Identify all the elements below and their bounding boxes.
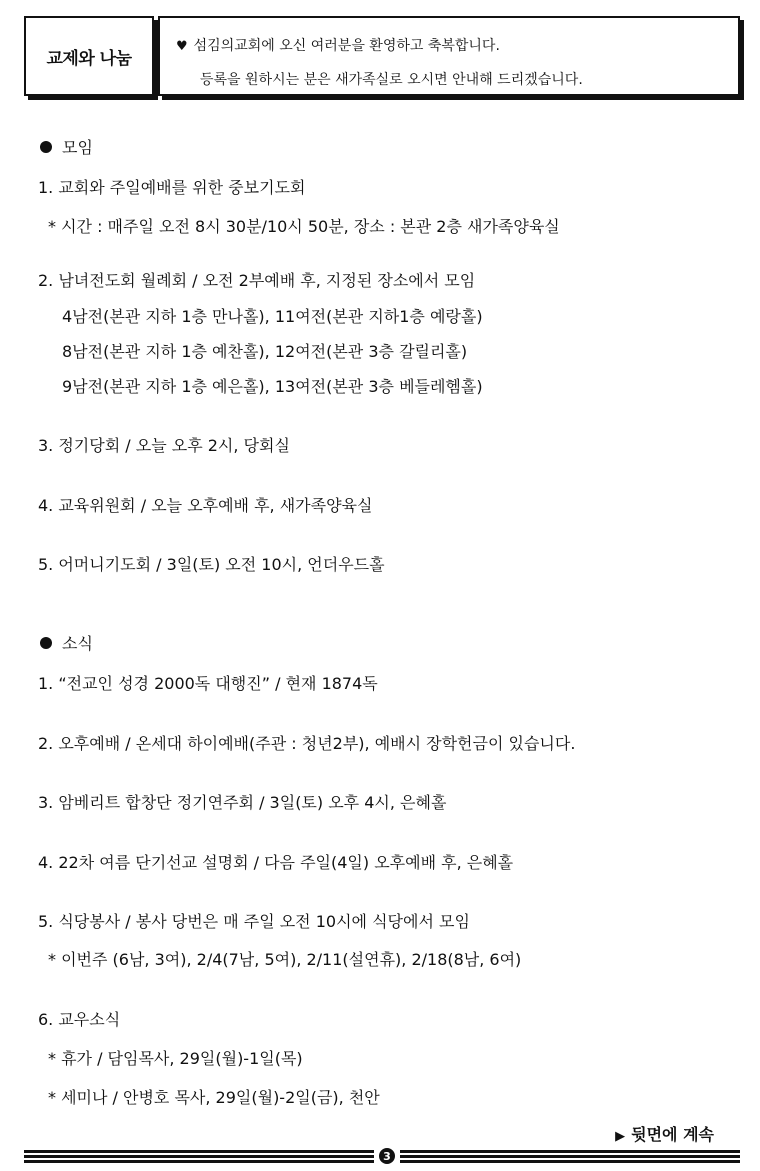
welcome-notice-line-2: 등록을 원하시는 분은 새가족실로 오시면 안내해 드리겠습니다.: [200, 72, 583, 88]
meetings-heading: [40, 135, 93, 158]
meeting-item: 2. 남녀전도회 월례회 / 오전 2부예배 후, 지정된 장소에서 모임: [38, 271, 476, 290]
meeting-item: 5. 어머니기도회 / 3일(토) 오전 10시, 언더우드홀: [38, 555, 385, 574]
heart-icon: ♥: [176, 39, 188, 54]
news-heading: [40, 631, 93, 654]
meetings-heading-label: 모임: [62, 138, 93, 157]
meeting-item: 3. 정기당회 / 오늘 오후 2시, 당회실: [38, 436, 290, 455]
meeting-detail: 8남전(본관 지하 1층 예찬홀), 12여전(본관 3층 갈릴리홀): [62, 342, 468, 361]
bullet-dot-icon: [40, 637, 52, 649]
meeting-detail: 9남전(본관 지하 1층 예은홀), 13여전(본관 3층 베들레헴홀): [62, 377, 483, 396]
news-item: 4. 22차 여름 단기선교 설명회 / 다음 주일(4일) 오후예배 후, 은혜홀: [38, 853, 514, 872]
news-detail: * 이번주 (6남, 3여), 2/4(7남, 5여), 2/11(설연휴), 2/18(8남, 6여): [48, 950, 522, 969]
continue-text: 뒷면에 계속: [631, 1125, 714, 1144]
bullet-dot-icon: [40, 141, 52, 153]
continue-on-back-label: [615, 1122, 714, 1145]
welcome-text: 섬김의교회에 오신 여러분을 환영하고 축복합니다.: [193, 38, 500, 54]
meeting-item: 1. 교회와 주일예배를 위한 중보기도회: [38, 178, 306, 197]
meeting-detail: 4남전(본관 지하 1층 만나홀), 11여전(본관 지하1층 예랑홀): [62, 307, 483, 326]
section-title: 교제와 나눔: [46, 48, 132, 69]
news-detail: * 휴가 / 담임목사, 29일(월)-1일(목): [48, 1049, 303, 1068]
welcome-notice-line-1: [176, 35, 500, 55]
news-item: 5. 식당봉사 / 봉사 당번은 매 주일 오전 10시에 식당에서 모임: [38, 912, 470, 931]
news-heading-label: 소식: [62, 634, 93, 653]
welcome-notice-box: [158, 16, 740, 96]
news-item: 2. 오후예배 / 온세대 하이예배(주관 : 청년2부), 예배시 장학헌금이 있습니다.: [38, 734, 576, 753]
news-item: 1. “전교인 성경 2000독 대행진” / 현재 1874독: [38, 674, 378, 693]
page-number: 3: [379, 1148, 395, 1164]
page-number-badge: [374, 1145, 400, 1167]
section-title-box: [24, 16, 154, 96]
news-item: 3. 암베리트 합창단 정기연주회 / 3일(토) 오후 4시, 은혜홀: [38, 793, 447, 812]
meeting-item: 4. 교육위원회 / 오늘 오후예배 후, 새가족양육실: [38, 496, 373, 515]
news-detail: * 세미나 / 안병호 목사, 29일(월)-2일(금), 천안: [48, 1088, 380, 1107]
news-item: 6. 교우소식: [38, 1010, 121, 1029]
meeting-detail: * 시간 : 매주일 오전 8시 30분/10시 50분, 장소 : 본관 2층 새가족양육실: [48, 217, 560, 236]
play-triangle-icon: ▶: [615, 1129, 626, 1144]
